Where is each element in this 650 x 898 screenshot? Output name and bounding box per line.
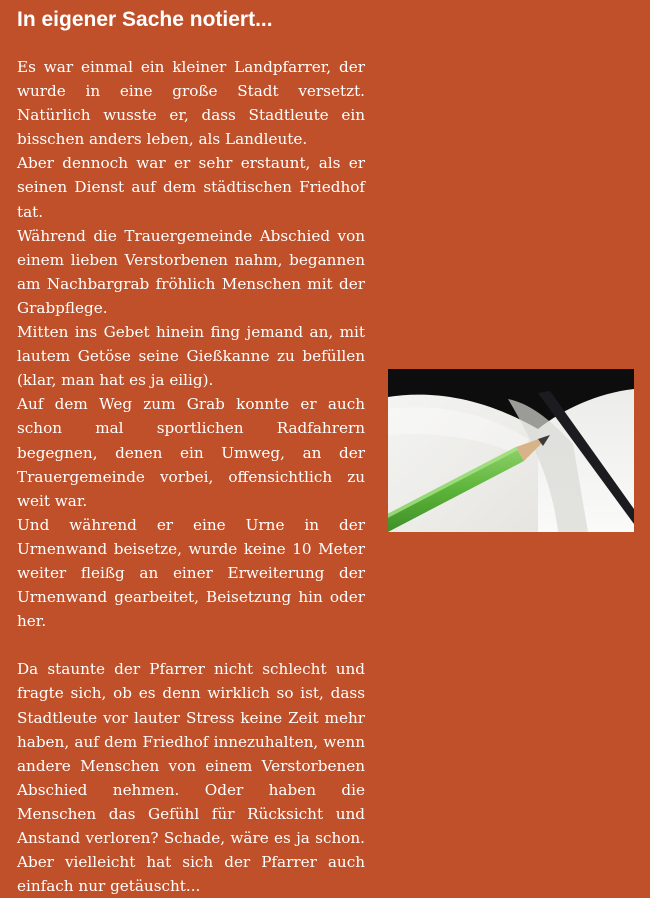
article-body bbox=[17, 55, 365, 898]
paragraph-spacer bbox=[17, 633, 365, 657]
paragraph: Da staunte der Pfarrer nicht schlecht und fragte sich, ob es denn wirklich so ist, dass Stadtleute vor lauter Stress keine Zeit mehr haben, auf dem Friedhof innezuhalten, wenn andere Menschen von einem Verstorbenen Abschied nehmen. Oder haben die Menschen das Gefühl für Rücksicht und Anstand verloren? Schade, wäre es ja schon. Aber vielleicht hat sich der Pfarrer auch einfach nur getäuscht... bbox=[17, 660, 365, 896]
page-title: In eigener Sache notiert... bbox=[17, 8, 273, 31]
paragraph: Während die Trauergemeinde Abschied von einem lieben Verstorbenen nahm, begannen am Nachbargrab fröhlich Menschen mit der Grabpflege. bbox=[17, 226, 365, 317]
paragraph: Es war einmal ein kleiner Landpfarrer, der wurde in eine große Stadt versetzt. Natürlich wusste er, dass Stadtleute ein bisschen anders leben, als Landleute. bbox=[17, 58, 365, 149]
notebook-pencil-image bbox=[388, 369, 634, 532]
paragraph: Und während er eine Urne in der Urnenwand beisetze, wurde keine 10 Meter weiter fleißg an einer Erweiterung der Urnenwand gearbeitet, Beisetzung hin oder her. bbox=[17, 515, 365, 631]
paragraph: Auf dem Weg zum Grab konnte er auch schon mal sportlichen Radfahrern begegnen, denen ein Umweg, an der Trauergemeinde vorbei, offensichtlich zu weit war. bbox=[17, 395, 365, 510]
paragraph: Mitten ins Gebet hinein fing jemand an, mit lautem Getöse seine Gießkanne zu befüllen (klar, man hat es ja eilig). bbox=[17, 323, 365, 390]
paragraph: Aber dennoch war er sehr erstaunt, als er seinen Dienst auf dem städtischen Friedhof tat. bbox=[17, 154, 365, 221]
notebook-pencil-icon bbox=[388, 369, 634, 532]
